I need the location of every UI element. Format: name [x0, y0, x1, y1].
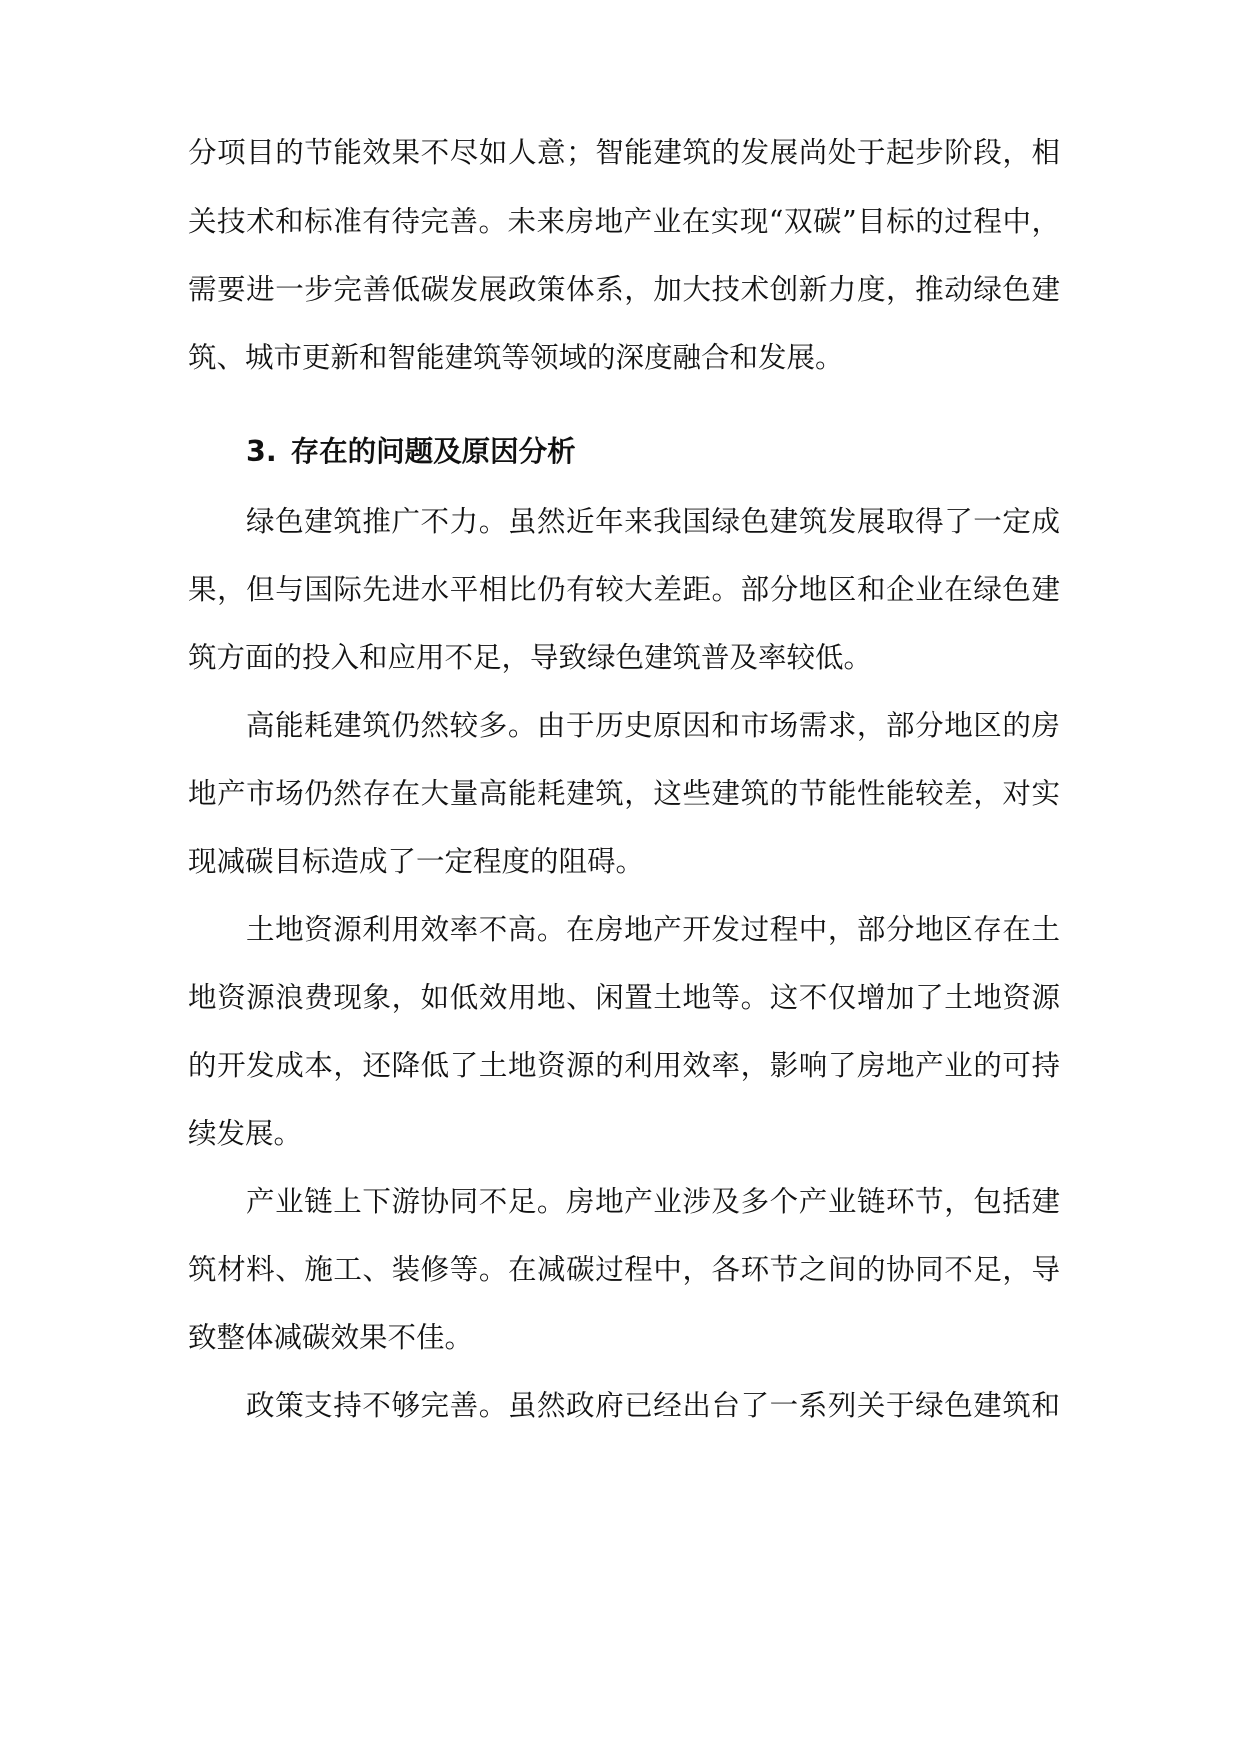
paragraph-3-line-4: 续发展。 [188, 1117, 303, 1150]
paragraph-3-line-1: 土地资源利用效率不高。在房地产开发过程中，部分地区存在土 [246, 913, 1060, 946]
section-title: 存在的问题及原因分析 [290, 435, 576, 468]
paragraph-3-line-3: 的开发成本，还降低了土地资源的利用效率，影响了房地产业的可持 [188, 1049, 1060, 1082]
intro-line-4: 筑、城市更新和智能建筑等领域的深度融合和发展。 [188, 341, 844, 374]
intro-line-3: 需要进一步完善低碳发展政策体系，加大技术创新力度，推动绿色建 [188, 273, 1060, 306]
paragraph-4-line-3: 致整体减碳效果不佳。 [188, 1321, 474, 1354]
paragraph-2-line-2: 地产市场仍然存在大量高能耗建筑，这些建筑的节能性能较差，对实 [188, 777, 1060, 810]
section-number: 3. [246, 435, 277, 468]
paragraph-1-line-3: 筑方面的投入和应用不足，导致绿色建筑普及率较低。 [188, 641, 873, 674]
intro-line-1: 分项目的节能效果不尽如人意；智能建筑的发展尚处于起步阶段，相 [188, 136, 1060, 169]
paragraph-4-line-2: 筑材料、施工、装修等。在减碳过程中，各环节之间的协同不足，导 [188, 1253, 1060, 1286]
paragraph-4-line-1: 产业链上下游协同不足。房地产业涉及多个产业链环节，包括建 [246, 1185, 1060, 1218]
paragraph-2-line-3: 现减碳目标造成了一定程度的阻碍。 [188, 845, 645, 878]
paragraph-1-line-1: 绿色建筑推广不力。虽然近年来我国绿色建筑发展取得了一定成 [246, 505, 1060, 538]
intro-line-2: 关技术和标准有待完善。未来房地产业在实现“双碳”目标的过程中， [188, 205, 1060, 238]
section-heading [246, 427, 576, 477]
paragraph-2-line-1: 高能耗建筑仍然较多。由于历史原因和市场需求，部分地区的房 [246, 709, 1060, 742]
paragraph-5-line-1: 政策支持不够完善。虽然政府已经出台了一系列关于绿色建筑和 [246, 1389, 1060, 1422]
paragraph-1-line-2: 果，但与国际先进水平相比仍有较大差距。部分地区和企业在绿色建 [188, 573, 1060, 606]
paragraph-3-line-2: 地资源浪费现象，如低效用地、闲置土地等。这不仅增加了土地资源 [188, 981, 1060, 1014]
